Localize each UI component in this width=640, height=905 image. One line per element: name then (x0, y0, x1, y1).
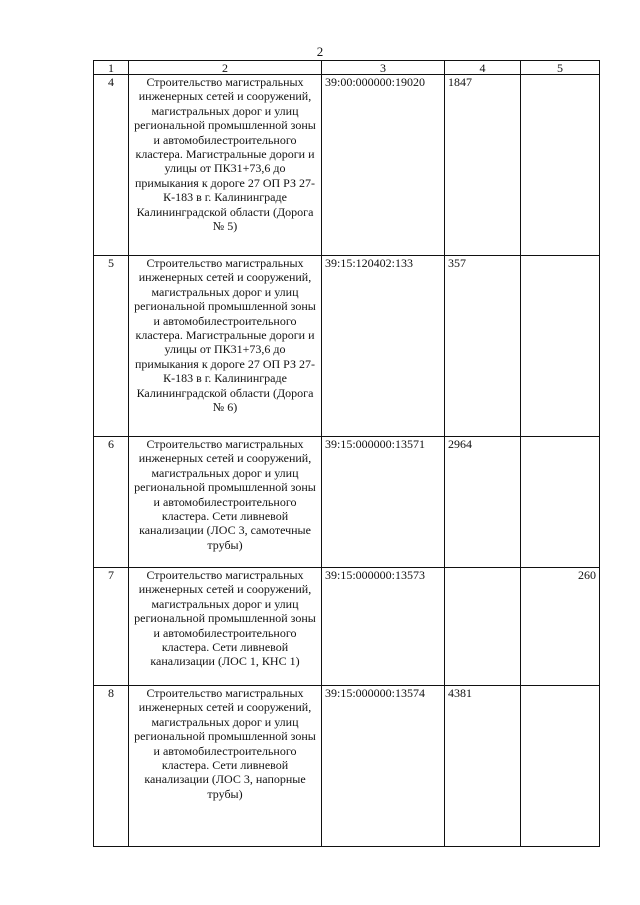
col5-value (521, 437, 600, 568)
cadastral-number: 39:15:120402:133 (322, 256, 445, 437)
table-row (94, 75, 600, 256)
col4-value: 2964 (445, 437, 521, 568)
header-col-1: 1 (94, 61, 129, 75)
table-header-row (94, 61, 600, 75)
object-name: Строительство магистральных инженерных сетей и сооружений, магистральных дорог и улиц региональной промышленной зоны и автомобилестроительного кластера. Сети ливневой канализации (ЛОС 1, КНС 1) (129, 568, 322, 686)
object-name: Строительство магистральных инженерных сетей и сооружений, магистральных дорог и улиц региональной промышленной зоны и автомобилестроительного кластера. Сети ливневой канализации (ЛОС 3, напорные трубы) (129, 686, 322, 847)
col5-value: 260 (521, 568, 600, 686)
row-number: 4 (94, 75, 129, 256)
cadastral-number: 39:00:000000:19020 (322, 75, 445, 256)
header-col-4: 4 (445, 61, 521, 75)
col4-value: 4381 (445, 686, 521, 847)
objects-table (93, 60, 600, 847)
col5-value (521, 256, 600, 437)
col5-value (521, 75, 600, 256)
object-name: Строительство магистральных инженерных сетей и сооружений, магистральных дорог и улиц региональной промышленной зоны и автомобилестроительного кластера. Сети ливневой канализации (ЛОС 3, самотечные трубы) (129, 437, 322, 568)
col4-value (445, 568, 521, 686)
cadastral-number: 39:15:000000:13571 (322, 437, 445, 568)
row-number: 5 (94, 256, 129, 437)
row-number: 8 (94, 686, 129, 847)
header-col-5: 5 (521, 61, 600, 75)
cadastral-number: 39:15:000000:13574 (322, 686, 445, 847)
row-number: 6 (94, 437, 129, 568)
table-row (94, 256, 600, 437)
cadastral-number: 39:15:000000:13573 (322, 568, 445, 686)
table-row (94, 437, 600, 568)
row-number: 7 (94, 568, 129, 686)
table-row (94, 686, 600, 847)
object-name: Строительство магистральных инженерных сетей и сооружений, магистральных дорог и улиц региональной промышленной зоны и автомобилестроительного кластера. Магистральные дороги и улицы от ПК31+73,6 до примыкания к дороге 27 ОП РЗ 27-К-183 в г. Калининграде Калининградской области (Дорога № 5) (129, 75, 322, 256)
page-number: 2 (316, 44, 324, 59)
header-col-2: 2 (129, 61, 322, 75)
header-col-3: 3 (322, 61, 445, 75)
col4-value: 357 (445, 256, 521, 437)
col4-value: 1847 (445, 75, 521, 256)
table-row (94, 568, 600, 686)
object-name: Строительство магистральных инженерных сетей и сооружений, магистральных дорог и улиц региональной промышленной зоны и автомобилестроительного кластера. Магистральные дороги и улицы от ПК31+73,6 до примыкания к дороге 27 ОП РЗ 27-К-183 в г. Калининграде Калининградской области (Дорога № 6) (129, 256, 322, 437)
col5-value (521, 686, 600, 847)
